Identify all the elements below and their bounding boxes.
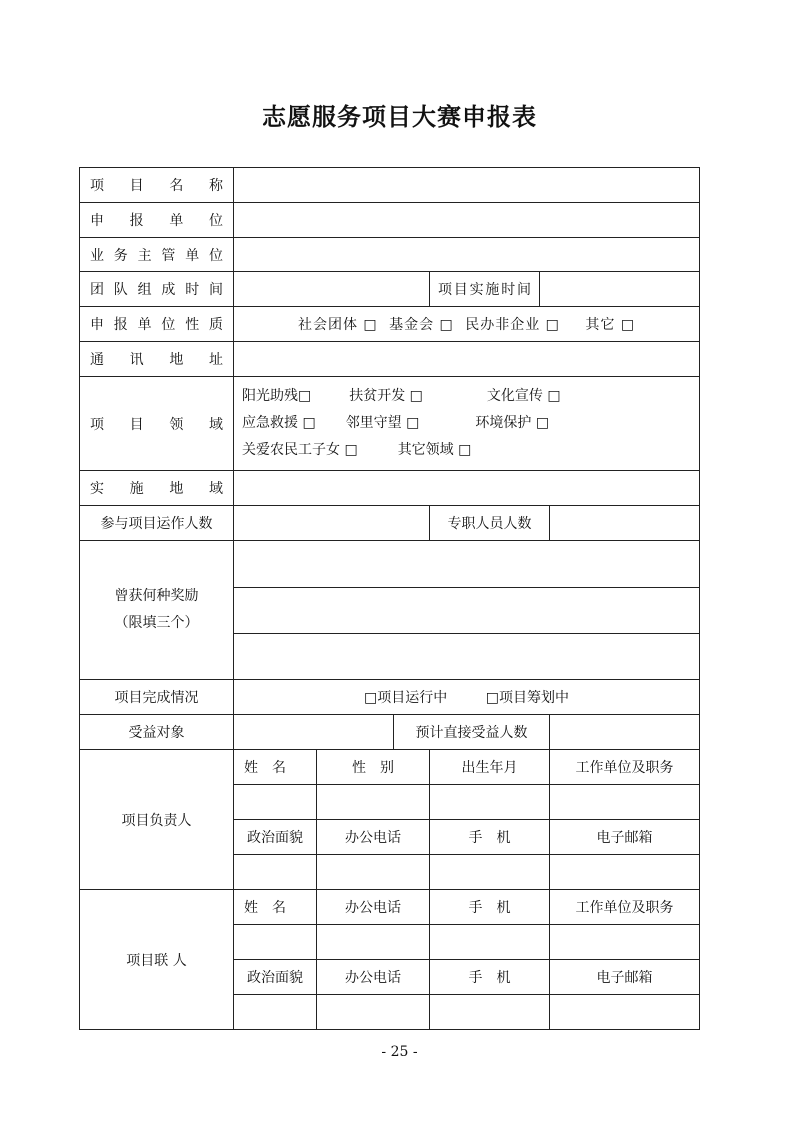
leader-office-phone-field[interactable] <box>317 855 430 890</box>
contact-work-header: 工作单位及职务 <box>550 890 700 925</box>
supervisor-field[interactable] <box>234 238 700 272</box>
contact-name-header: 姓 名 <box>234 890 317 925</box>
completion-option-planning[interactable]: □项目筹划中 <box>485 690 569 706</box>
field-label: 项目领域 <box>80 377 234 471</box>
field-option-disability[interactable]: 阳光助残□ <box>242 388 312 404</box>
leader-email-field[interactable] <box>550 855 700 890</box>
contact-office-phone-field[interactable] <box>317 925 430 960</box>
contact-office-phone2-header: 办公电话 <box>317 960 430 995</box>
completion-options <box>234 680 700 715</box>
supervisor-label: 业务主管单位 <box>80 238 234 272</box>
completion-option-running[interactable]: □项目运行中 <box>364 690 448 706</box>
page-title: 志愿服务项目大赛申报表 <box>262 102 537 131</box>
leader-label: 项目负责人 <box>80 750 234 890</box>
address-label: 通讯地址 <box>80 342 234 377</box>
fulltime-staff-field[interactable] <box>550 506 700 541</box>
contact-name-field[interactable] <box>234 925 317 960</box>
contact-mobile-header: 手 机 <box>430 890 550 925</box>
field-option-other[interactable]: 其它领域 □ <box>397 442 472 458</box>
staff-count-label: 参与项目运作人数 <box>80 506 234 541</box>
contact-political-field[interactable] <box>234 995 317 1030</box>
team-time-label: 团队组成时间 <box>80 272 234 307</box>
nature-option-social[interactable]: 社会团体 □ <box>297 317 378 333</box>
contact-political-header: 政治面貌 <box>234 960 317 995</box>
award-field-1[interactable] <box>234 541 700 588</box>
applicant-label: 申报单位 <box>80 203 234 238</box>
nature-option-foundation[interactable]: 基金会 □ <box>389 317 454 333</box>
impl-area-field[interactable] <box>234 471 700 506</box>
leader-email-header: 电子邮箱 <box>550 820 700 855</box>
address-field[interactable] <box>234 342 700 377</box>
field-option-environment[interactable]: 环境保护 □ <box>475 415 550 431</box>
page-number: - 25 - <box>381 1044 418 1060</box>
beneficiary-count-field[interactable] <box>550 715 700 750</box>
nature-options <box>234 307 700 342</box>
field-option-emergency[interactable]: 应急救援 □ <box>242 415 316 431</box>
field-option-culture[interactable]: 文化宣传 □ <box>486 388 561 404</box>
impl-time-field[interactable] <box>540 272 700 307</box>
contact-mobile-field[interactable] <box>430 925 550 960</box>
fulltime-staff-label: 专职人员人数 <box>430 506 550 541</box>
leader-political-header: 政治面貌 <box>234 820 317 855</box>
team-time-field[interactable] <box>234 272 430 307</box>
leader-political-field[interactable] <box>234 855 317 890</box>
leader-birth-header: 出生年月 <box>430 750 550 785</box>
awards-note: （限填三个） <box>114 615 199 631</box>
field-option-neighbor[interactable]: 邻里守望 □ <box>345 415 420 431</box>
leader-name-field[interactable] <box>234 785 317 820</box>
contact-office-phone2-field[interactable] <box>317 995 430 1030</box>
nature-option-nonprofit[interactable]: 民办非企业 □ <box>465 317 560 333</box>
contact-work-field[interactable] <box>550 925 700 960</box>
beneficiary-count-label: 预计直接受益人数 <box>394 715 550 750</box>
leader-gender-header: 性 别 <box>317 750 430 785</box>
project-name-label: 项目名称 <box>80 168 234 203</box>
contact-email-field[interactable] <box>550 995 700 1030</box>
applicant-nature-label: 申报单位性质 <box>80 307 234 342</box>
contact-email-header: 电子邮箱 <box>550 960 700 995</box>
field-option-migrant-children[interactable]: 关爱农民工子女 □ <box>242 442 358 458</box>
staff-count-field[interactable] <box>234 506 430 541</box>
beneficiary-label: 受益对象 <box>80 715 234 750</box>
awards-title: 曾获何种奖励 <box>114 588 199 604</box>
contact-mobile2-header: 手 机 <box>430 960 550 995</box>
field-options <box>234 377 700 471</box>
impl-area-label: 实施地域 <box>80 471 234 506</box>
awards-label <box>80 541 234 680</box>
leader-gender-field[interactable] <box>317 785 430 820</box>
contact-office-phone-header: 办公电话 <box>317 890 430 925</box>
application-form-table <box>79 167 700 1030</box>
leader-mobile-header: 手 机 <box>430 820 550 855</box>
award-field-3[interactable] <box>234 634 700 680</box>
contact-mobile2-field[interactable] <box>430 995 550 1030</box>
leader-name-header: 姓 名 <box>234 750 317 785</box>
impl-time-label: 项目实施时间 <box>430 272 540 307</box>
field-option-poverty[interactable]: 扶贫开发 □ <box>349 388 423 404</box>
leader-birth-field[interactable] <box>430 785 550 820</box>
leader-work-field[interactable] <box>550 785 700 820</box>
leader-work-header: 工作单位及职务 <box>550 750 700 785</box>
project-name-field[interactable] <box>234 168 700 203</box>
leader-mobile-field[interactable] <box>430 855 550 890</box>
leader-office-phone-header: 办公电话 <box>317 820 430 855</box>
award-field-2[interactable] <box>234 588 700 634</box>
completion-label: 项目完成情况 <box>80 680 234 715</box>
contact-label: 项目联 人 <box>80 890 234 1030</box>
applicant-field[interactable] <box>234 203 700 238</box>
beneficiary-field[interactable] <box>234 715 394 750</box>
nature-option-other[interactable]: 其它 □ <box>585 317 636 333</box>
